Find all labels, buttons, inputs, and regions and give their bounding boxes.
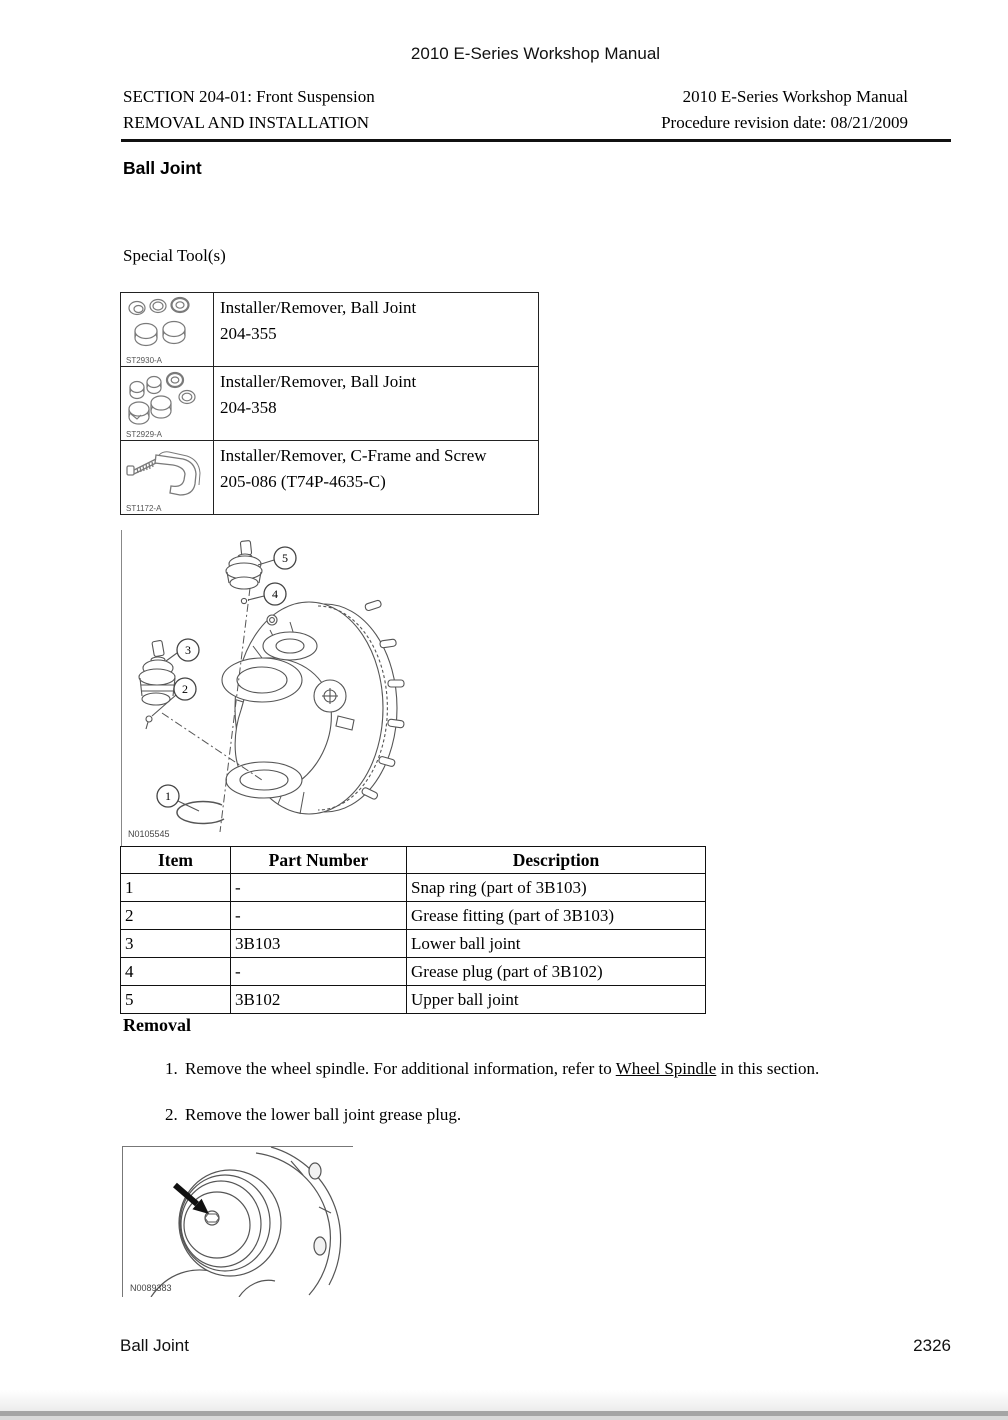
- step-number: 1.: [165, 1059, 178, 1078]
- cell-item: 5: [121, 986, 231, 1014]
- figure-id-label: N0089383: [130, 1283, 172, 1293]
- section-title: SECTION 204-01: Front Suspension: [123, 87, 375, 106]
- callout-1: 1: [165, 789, 171, 803]
- table-row: [121, 293, 539, 367]
- section-subtitle: REMOVAL AND INSTALLATION: [123, 113, 370, 132]
- document-title: 2010 E-Series Workshop Manual: [410, 44, 661, 63]
- tool-image-cell: [121, 293, 214, 367]
- adapter-set-icon: [123, 369, 211, 425]
- cell-item: 2: [121, 902, 231, 930]
- revision-date: Procedure revision date: 08/21/2009: [661, 113, 908, 132]
- cell-item: 4: [121, 958, 231, 986]
- header-right: [450, 84, 908, 136]
- cell-description: Snap ring (part of 3B103): [407, 874, 706, 902]
- page-footer: [120, 1336, 951, 1356]
- step-2: [165, 1105, 935, 1125]
- tool-image-cell: [121, 441, 214, 515]
- tool-image-label: ST2929-A: [126, 430, 163, 439]
- step-text: in this section.: [716, 1059, 820, 1078]
- cell-part-number: -: [231, 958, 407, 986]
- manual-name: 2010 E-Series Workshop Manual: [682, 87, 908, 106]
- step-number: 2.: [165, 1105, 178, 1124]
- cell-description: Lower ball joint: [407, 930, 706, 958]
- table-row: [121, 874, 706, 902]
- tool-name: Installer/Remover, C-Frame and Screw: [220, 446, 487, 465]
- callout-3: 3: [185, 643, 191, 657]
- special-tools-table: [120, 292, 539, 515]
- callout-4: 4: [272, 587, 278, 601]
- cell-item: 1: [121, 874, 231, 902]
- callout-5: 5: [282, 551, 288, 565]
- header-left: [123, 84, 375, 136]
- page-title: Ball Joint: [123, 158, 202, 178]
- column-header-item: Item: [121, 847, 231, 874]
- step-1: [165, 1059, 935, 1079]
- header-divider: [121, 139, 951, 142]
- tool-image-cell: [121, 367, 214, 441]
- table-row: [121, 441, 539, 515]
- page-bottom-fade: [0, 1390, 1008, 1411]
- tool-number: 204-358: [220, 398, 277, 417]
- column-header-part-number: Part Number: [231, 847, 407, 874]
- removal-heading: Removal: [123, 1015, 191, 1035]
- window-bottom-shadow: [0, 1416, 1008, 1420]
- grease-plug-figure: [122, 1146, 353, 1297]
- cell-part-number: 3B103: [231, 930, 407, 958]
- table-row: [121, 958, 706, 986]
- c-frame-icon: [123, 443, 211, 499]
- cell-part-number: -: [231, 874, 407, 902]
- column-header-description: Description: [407, 847, 706, 874]
- tool-image-label: ST2930-A: [126, 356, 163, 365]
- footer-title: Ball Joint: [120, 1336, 189, 1355]
- step-text: Remove the wheel spindle. For additional information, refer to: [185, 1059, 616, 1078]
- table-row: [121, 930, 706, 958]
- parts-table: [120, 846, 706, 1014]
- step-text: Remove the lower ball joint grease plug.: [185, 1105, 462, 1124]
- wheel-spindle-link[interactable]: Wheel Spindle: [615, 1059, 717, 1078]
- removal-steps: [165, 1059, 935, 1151]
- cell-part-number: 3B102: [231, 986, 407, 1014]
- cell-description: Upper ball joint: [407, 986, 706, 1014]
- tool-number: 205-086 (T74P-4635-C): [220, 472, 386, 491]
- table-row: [121, 986, 706, 1014]
- page-number: 2326: [913, 1336, 951, 1355]
- table-header-row: [121, 847, 706, 874]
- special-tools-label: Special Tool(s): [123, 246, 226, 265]
- cell-description: Grease fitting (part of 3B103): [407, 902, 706, 930]
- tool-name: Installer/Remover, Ball Joint: [220, 298, 417, 317]
- tool-description: [214, 441, 539, 515]
- tool-name: Installer/Remover, Ball Joint: [220, 372, 417, 391]
- tool-description: [214, 367, 539, 441]
- ball-joint-exploded-figure: [121, 530, 551, 846]
- tool-image-label: ST1172-A: [126, 504, 162, 513]
- table-row: [121, 902, 706, 930]
- cell-description: Grease plug (part of 3B102): [407, 958, 706, 986]
- figure-id-label: N0105545: [128, 829, 170, 839]
- cell-item: 3: [121, 930, 231, 958]
- adapter-set-icon: [123, 295, 211, 351]
- callout-2: 2: [182, 682, 188, 696]
- grease-plug-diagram: [123, 1147, 353, 1297]
- tool-description: [214, 293, 539, 367]
- tool-number: 204-355: [220, 324, 277, 343]
- table-row: [121, 367, 539, 441]
- cell-part-number: -: [231, 902, 407, 930]
- knuckle-exploded-diagram: [122, 530, 551, 846]
